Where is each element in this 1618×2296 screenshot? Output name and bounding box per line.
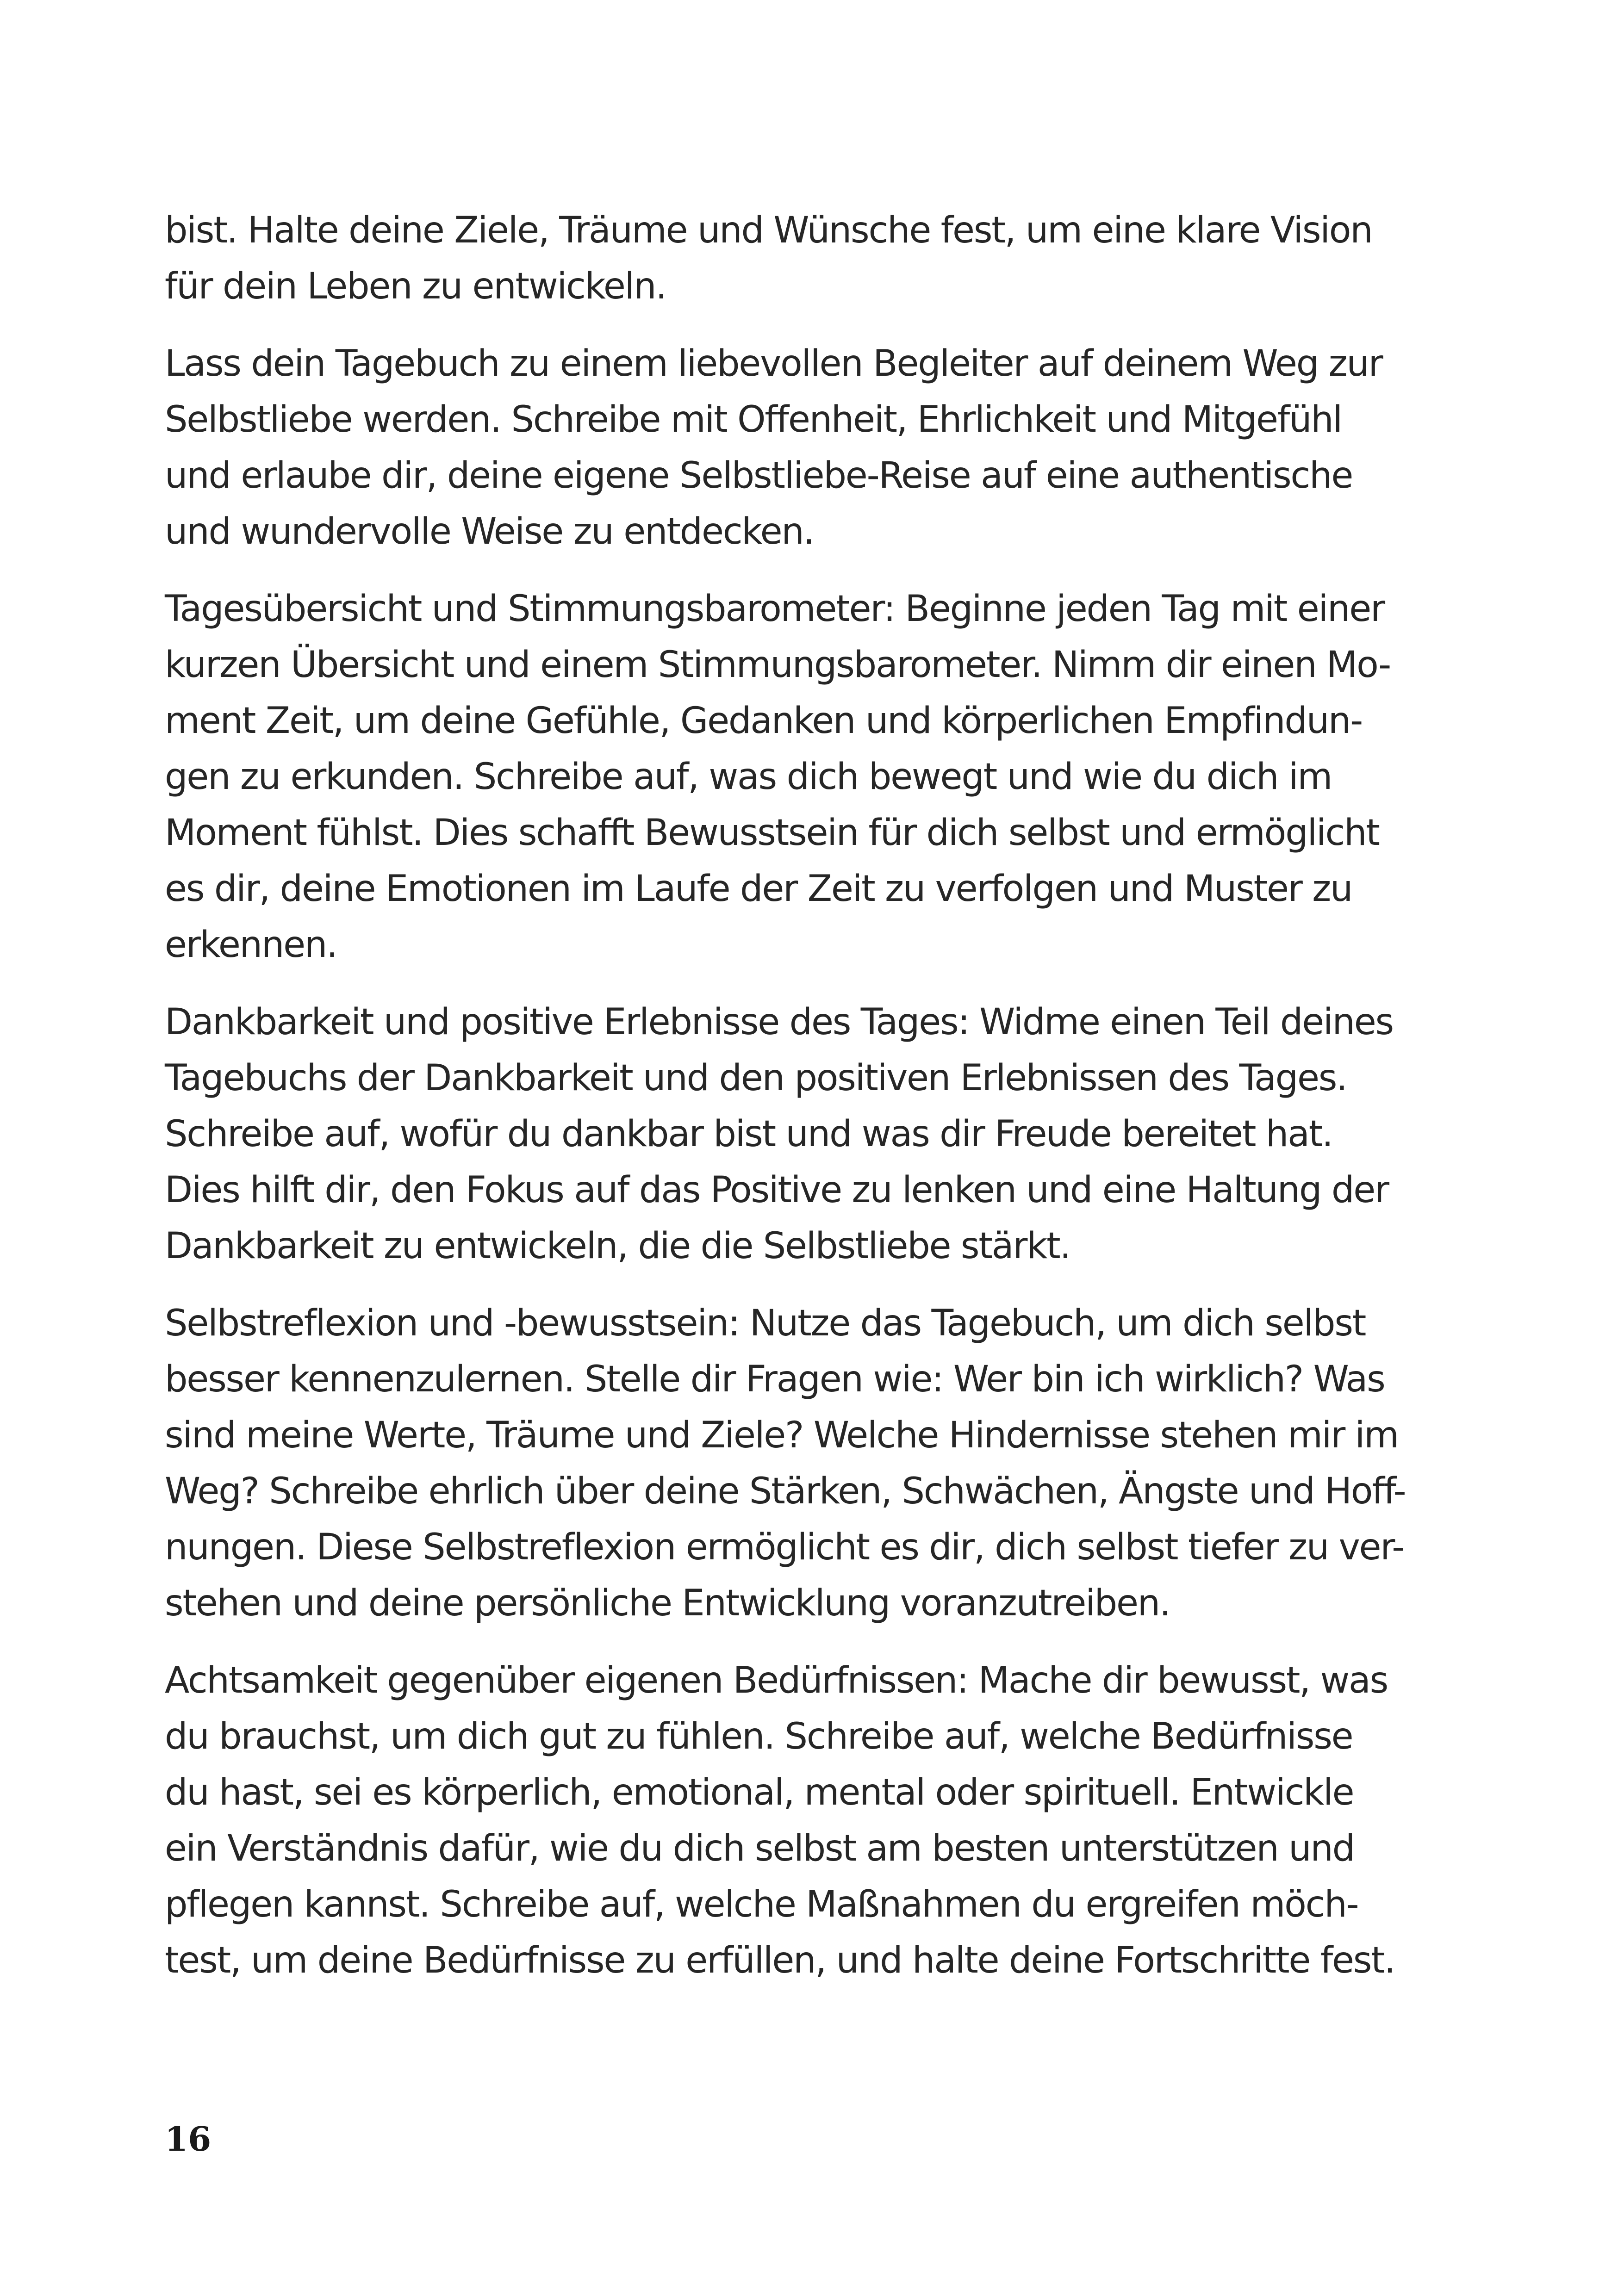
text-line: erkennen. (165, 924, 337, 966)
text-line: Moment fühlst. Dies schafft Bewusstsein für dich selbst und ermöglicht (165, 812, 1379, 854)
text-line: du brauchst, um dich gut zu fühlen. Schreibe auf, welche Bedürfnisse (165, 1716, 1353, 1757)
text-line: Achtsamkeit gegenüber eigenen Bedürfnissen: Mache dir bewusst, was (165, 1660, 1388, 1701)
text-line: und wundervolle Weise zu entdecken. (165, 511, 814, 552)
text-line: besser kennenzulernen. Stelle dir Fragen wie: Wer bin ich wirklich? Was (165, 1359, 1385, 1400)
paragraph-mood-barometer (165, 581, 1442, 973)
text-line: nungen. Diese Selbstreflexion ermöglicht es dir, dich selbst tiefer zu ver- (165, 1527, 1404, 1568)
text-line: Weg? Schreibe ehrlich über deine Stärken, Schwächen, Ängste und Hoff- (165, 1471, 1406, 1512)
text-line: Dies hilft dir, den Fokus auf das Positive zu lenken und eine Haltung der (165, 1169, 1388, 1211)
text-line: Schreibe auf, wofür du dankbar bist und was dir Freude bereitet hat. (165, 1113, 1332, 1155)
paragraph-companion (165, 336, 1442, 560)
body-text (165, 203, 1442, 2010)
text-line: bist. Halte deine Ziele, Träume und Wünsche fest, um eine klare Vision (165, 210, 1372, 251)
text-line: stehen und deine persönliche Entwicklung voranzutreiben. (165, 1582, 1170, 1624)
paragraph-mindfulness (165, 1653, 1442, 1989)
text-line: sind meine Werte, Träume und Ziele? Welche Hindernisse stehen mir im (165, 1415, 1398, 1456)
text-line: Lass dein Tagebuch zu einem liebevollen Begleiter auf deinem Weg zur (165, 343, 1382, 385)
text-line: pflegen kannst. Schreibe auf, welche Maßnahmen du ergreifen möch- (165, 1884, 1358, 1925)
paragraph-gratitude (165, 994, 1442, 1274)
text-line: Dankbarkeit zu entwickeln, die die Selbstliebe stärkt. (165, 1225, 1070, 1267)
text-line: Tagesübersicht und Stimmungsbarometer: Beginne jeden Tag mit einer (165, 588, 1384, 630)
text-line: du hast, sei es körperlich, emotional, mental oder spirituell. Entwickle (165, 1772, 1354, 1813)
text-line: für dein Leben zu entwickeln. (165, 266, 666, 307)
text-line: ment Zeit, um deine Gefühle, Gedanken und körperlichen Empfindun- (165, 700, 1363, 742)
text-line: und erlaube dir, deine eigene Selbstliebe-Reise auf eine authentische (165, 455, 1353, 496)
text-line: kurzen Übersicht und einem Stimmungsbarometer. Nimm dir einen Mo- (165, 644, 1391, 686)
text-line: Tagebuchs der Dankbarkeit und den positiven Erlebnissen des Tages. (165, 1057, 1347, 1099)
text-line: gen zu erkunden. Schreibe auf, was dich bewegt und wie du dich im (165, 756, 1332, 798)
paragraph-vision (165, 203, 1442, 315)
text-line: test, um deine Bedürfnisse zu erfüllen, und halte deine Fortschritte fest. (165, 1940, 1395, 1981)
text-line: Selbstreflexion und -bewusstsein: Nutze das Tagebuch, um dich selbst (165, 1303, 1366, 1344)
page-number: 16 (165, 2119, 212, 2159)
text-line: Selbstliebe werden. Schreibe mit Offenheit, Ehrlichkeit und Mitgefühl (165, 399, 1342, 441)
paragraph-self-reflection (165, 1296, 1442, 1632)
text-line: Dankbarkeit und positive Erlebnisse des Tages: Widme einen Teil deines (165, 1001, 1393, 1043)
text-line: ein Verständnis dafür, wie du dich selbst am besten unterstützen und (165, 1828, 1354, 1869)
text-line: es dir, deine Emotionen im Laufe der Zeit zu verfolgen und Muster zu (165, 868, 1352, 910)
